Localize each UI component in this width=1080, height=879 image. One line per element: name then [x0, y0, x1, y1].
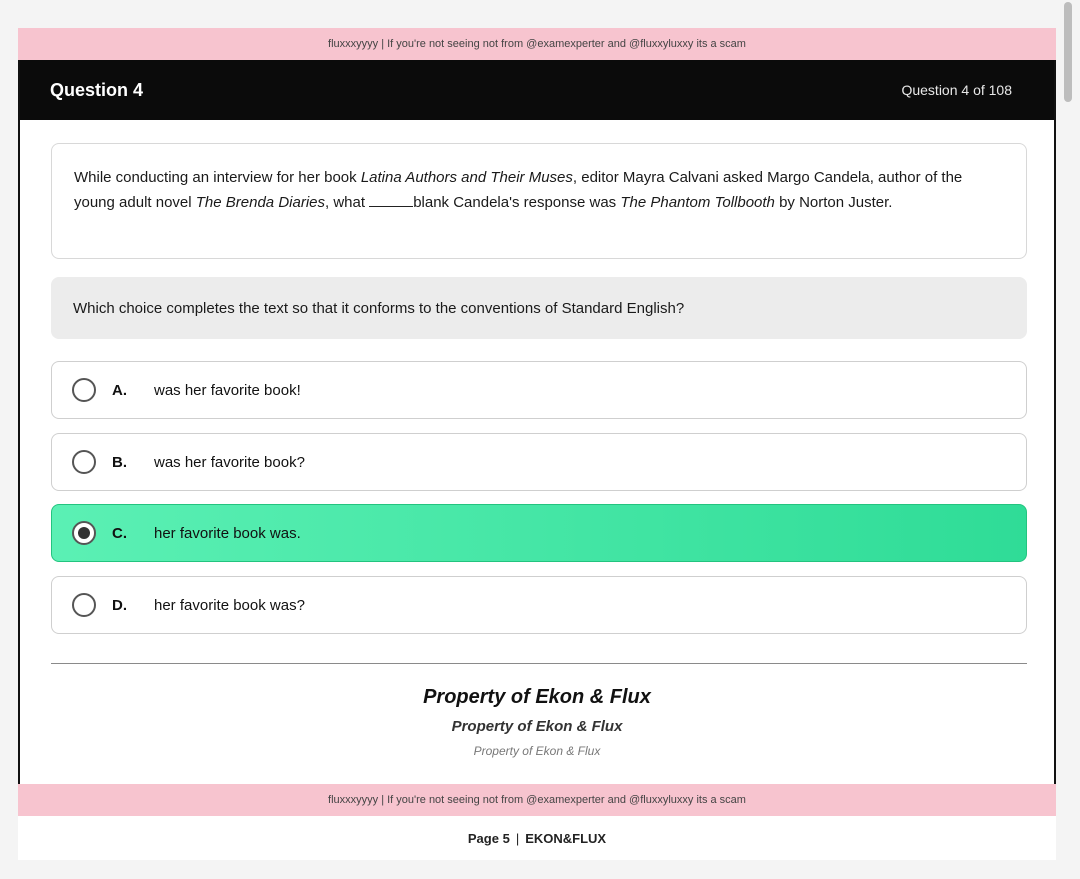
choice-letter: A. [112, 381, 127, 399]
scrollbar[interactable] [1064, 2, 1072, 102]
radio-unselected-icon[interactable] [72, 450, 96, 474]
question-title: Question 4 [50, 79, 144, 100]
divider [51, 663, 1027, 664]
choice-c[interactable] [51, 504, 1027, 562]
passage-text-3: , what [325, 194, 370, 211]
page-footer [18, 816, 1056, 860]
passage-text-2: , editor Mayra Calvani asked Margo Candela, author of the young adult novel [74, 169, 963, 211]
footer-brand: EKON&FLUX [525, 830, 607, 846]
passage-book-title-2: The Brenda Diaries [195, 194, 325, 211]
choice-d[interactable] [51, 576, 1027, 634]
passage-book-title-3: The Phantom Tollbooth [620, 194, 775, 211]
passage-card [51, 143, 1027, 259]
choice-text: her favorite book was. [154, 524, 301, 542]
property-line-large: Property of Ekon & Flux [423, 686, 651, 708]
property-line-medium: Property of Ekon & Flux [451, 718, 623, 735]
choice-letter: D. [112, 596, 127, 614]
footer-separator: | [515, 830, 520, 846]
question-prompt [51, 277, 1027, 339]
radio-selected-icon[interactable] [72, 521, 96, 545]
scam-warning-banner-bottom [18, 784, 1056, 816]
question-frame [18, 60, 1056, 784]
passage-book-title-1: Latina Authors and Their Muses [360, 169, 573, 186]
choice-text: was her favorite book! [154, 381, 301, 399]
passage-blank [369, 195, 413, 207]
choice-b[interactable] [51, 433, 1027, 491]
choice-text: her favorite book was? [154, 596, 305, 614]
property-line-small: Property of Ekon & Flux [473, 744, 601, 758]
choice-letter: C. [112, 524, 127, 542]
passage-text-1: While conducting an interview for her book [74, 169, 361, 186]
radio-unselected-icon[interactable] [72, 378, 96, 402]
question-counter: Question 4 of 108 [901, 82, 1012, 98]
prompt-text: Which choice completes the text so that it conforms to the conventions of Standard English? [73, 299, 685, 317]
banner-text: fluxxxyyyy | If you're not seeing not from @examexperter and @fluxxyluxxy its a scam [328, 38, 746, 50]
passage-text-5: by Norton Juster. [774, 194, 893, 211]
passage-text-4: blank Candela's response was [413, 194, 621, 211]
choice-text: was her favorite book? [154, 453, 305, 471]
page-number: Page 5 [467, 830, 510, 846]
radio-dot-icon [78, 527, 90, 539]
scam-warning-banner-top [18, 28, 1056, 60]
banner-text: fluxxxyyyy | If you're not seeing not from @examexperter and @fluxxyluxxy its a scam [328, 794, 746, 806]
radio-unselected-icon[interactable] [72, 593, 96, 617]
choice-letter: B. [112, 453, 127, 471]
choice-a[interactable] [51, 361, 1027, 419]
question-header [20, 60, 1054, 120]
